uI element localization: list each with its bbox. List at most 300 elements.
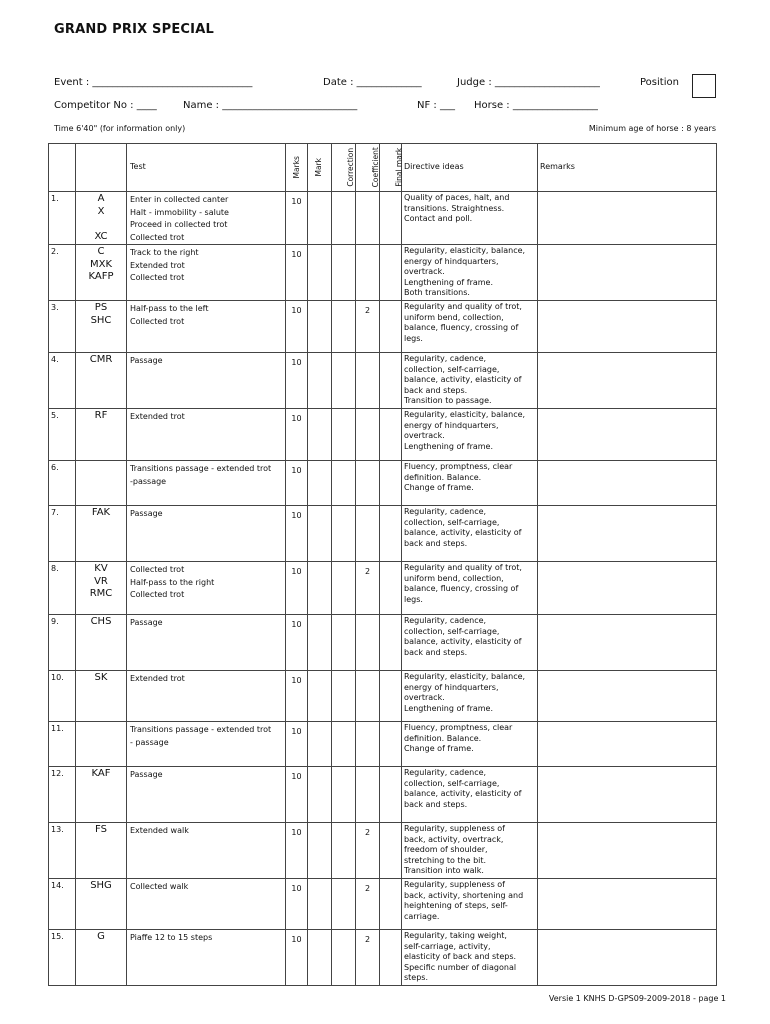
directive-ideas [402,615,538,671]
mark-cell[interactable] [308,506,332,562]
directive-line: Regularity, cadence, [404,354,487,363]
directive-line: energy of hindquarters, [404,682,499,692]
directive-line: energy of hindquarters, [404,256,499,266]
event-field[interactable]: ________________________________ [92,77,253,88]
arena-letters [76,722,127,767]
arena-letters [76,671,127,722]
correction-header: Correction [332,144,356,192]
competitor-label: Competitor No : [54,100,134,111]
test-line: Collected trot [130,565,185,574]
arena-letter: PS [94,302,108,313]
final-mark-cell[interactable] [380,767,402,823]
final-mark-cell[interactable] [380,823,402,879]
movement-number: 6. [49,461,76,506]
test-description [127,562,286,615]
max-marks: 10 [286,930,308,986]
test-description [127,671,286,722]
directive-line: Change of frame. [404,744,474,753]
directive-line: Regularity, cadence, [404,768,487,777]
test-line: Collected trot [130,273,185,282]
directive-ideas [402,192,538,245]
directive-line: heightening of steps, self- [404,901,508,910]
test-description [127,461,286,506]
position-box[interactable] [692,74,716,98]
test-line: Half-pass to the right [130,577,215,587]
table-row [49,879,717,930]
coefficient-cell [356,767,380,823]
directive-line: Transition to passage. [404,396,492,405]
directive-ideas [402,671,538,722]
table-row [49,192,717,245]
remarks-cell[interactable] [538,192,717,245]
remarks-cell[interactable] [538,562,717,615]
directive-line: Transition into walk. [404,866,484,875]
judge-row [457,77,600,88]
movement-number: 3. [49,301,76,353]
directive-header: Directive ideas [402,144,538,192]
arena-letters [76,506,127,562]
coefficient-cell [356,461,380,506]
correction-cell[interactable] [332,562,356,615]
directive-line: balance, activity, elasticity of [404,789,522,798]
date-label: Date : [323,77,354,88]
directive-line: Regularity, taking weight, [404,931,507,940]
test-line: -passage [130,476,167,486]
coefficient-cell [356,506,380,562]
correction-cell[interactable] [332,461,356,506]
arena-letters [76,461,127,506]
directive-line: Specific number of diagonal [404,962,517,972]
directive-ideas [402,823,538,879]
movement-number: 5. [49,409,76,461]
remarks-cell[interactable] [538,409,717,461]
test-line: Extended walk [130,826,189,835]
coefficient-cell: 2 [356,879,380,930]
remarks-cell[interactable] [538,823,717,879]
correction-cell[interactable] [332,879,356,930]
directive-line: Contact and poll. [404,214,473,223]
arena-letter: MXK [89,258,113,270]
final-mark-cell[interactable] [380,461,402,506]
directive-line: overtrack. [404,267,445,276]
max-marks: 10 [286,615,308,671]
name-label: Name : [183,100,220,111]
directive-line: Regularity, suppleness of [404,880,505,889]
mark-cell[interactable] [308,245,332,301]
coefficient-cell: 2 [356,562,380,615]
directive-line: back and steps. [404,538,468,548]
correction-cell[interactable] [332,615,356,671]
test-line: Passage [130,618,163,627]
remarks-cell[interactable] [538,722,717,767]
final-mark-cell[interactable] [380,245,402,301]
movement-number: 7. [49,506,76,562]
arena-letter: X [97,205,105,217]
arena-letter: FS [95,824,107,835]
directive-ideas [402,245,538,301]
test-description [127,245,286,301]
arena-letters [76,353,127,409]
coefficient-header: Coefficient [356,144,380,192]
correction-cell[interactable] [332,823,356,879]
test-line: Collected trot [130,232,185,242]
test-line: Passage [130,356,163,365]
test-line: Passage [130,509,163,518]
competitor-row [54,100,157,111]
arena-letters [76,823,127,879]
correction-cell[interactable] [332,301,356,353]
table-row [49,506,717,562]
table-row [49,245,717,301]
arena-letter: C [97,246,105,257]
directive-line: Lengthening of frame. [404,441,494,451]
mark-cell[interactable] [308,192,332,245]
coefficient-cell [356,353,380,409]
max-marks: 10 [286,461,308,506]
test-description [127,930,286,986]
directive-line: collection, self-carriage, [404,626,500,636]
test-line: Transitions passage - extended trot [130,725,272,734]
competitor-field[interactable]: ____ [136,100,157,111]
test-line: Collected trot [130,590,185,599]
table-row [49,823,717,879]
arena-letters [76,930,127,986]
test-description [127,353,286,409]
directive-ideas [402,767,538,823]
coefficient-cell [356,409,380,461]
arena-letter: SK [94,672,108,683]
arena-letter: SHG [90,880,112,891]
directive-line: balance, fluency, crossing of [404,584,519,593]
directive-line: balance, fluency, crossing of [404,323,519,332]
directive-ideas [402,353,538,409]
directive-line: Regularity, suppleness of [404,824,505,833]
directive-line: overtrack. [404,693,445,702]
directive-line: transitions. Straightness. [404,203,505,213]
coefficient-cell [356,192,380,245]
test-description [127,615,286,671]
name-field[interactable]: ___________________________ [222,100,358,111]
test-description [127,409,286,461]
directive-line: Lengthening of frame. [404,277,494,287]
correction-cell[interactable] [332,245,356,301]
arena-letters [76,245,127,301]
correction-cell[interactable] [332,767,356,823]
nf-label: NF : [417,100,437,111]
coefficient-cell: 2 [356,823,380,879]
arena-letter: CHS [90,616,112,627]
mark-cell[interactable] [308,671,332,722]
arena-letters [76,301,127,353]
directive-line: Fluency, promptness, clear [404,723,513,732]
test-line: Track to the right [130,248,199,257]
test-line: Collected walk [130,882,189,891]
mark-cell[interactable] [308,615,332,671]
arena-letter: VR [94,575,108,587]
final-mark-cell[interactable] [380,671,402,722]
directive-line: elasticity of back and steps. [404,952,517,961]
test-line: Piaffe 12 to 15 steps [130,933,213,942]
final-mark-cell[interactable] [380,879,402,930]
test-header: Test [127,144,286,192]
coefficient-cell [356,245,380,301]
table-row [49,409,717,461]
table-row [49,301,717,353]
remarks-cell[interactable] [538,245,717,301]
arena-letter: SHC [90,314,112,326]
arena-letters [76,409,127,461]
letters-header [76,144,127,192]
remarks-cell[interactable] [538,506,717,562]
correction-cell[interactable] [332,409,356,461]
arena-letters [76,767,127,823]
correction-cell[interactable] [332,506,356,562]
arena-letter: FAK [91,507,111,518]
directive-line: collection, self-carriage, [404,517,500,527]
directive-line: back and steps. [404,385,468,395]
date-row [323,77,422,88]
table-row [49,767,717,823]
arena-letter: KV [94,563,108,574]
test-description [127,301,286,353]
mark-cell[interactable] [308,823,332,879]
test-line: Enter in collected canter [130,195,229,204]
table-row [49,671,717,722]
mark-cell[interactable] [308,722,332,767]
time-note: Time 6'40" (for information only) [54,124,186,133]
directive-line: balance, activity, elasticity of [404,637,522,646]
mark-header: Mark [308,144,332,192]
directive-line: Regularity, elasticity, balance, [404,246,526,255]
mark-cell[interactable] [308,301,332,353]
correction-cell[interactable] [332,671,356,722]
final-mark-cell[interactable] [380,301,402,353]
mark-cell[interactable] [308,562,332,615]
correction-cell[interactable] [332,930,356,986]
directive-line: back and steps. [404,647,468,657]
arena-letters [76,192,127,245]
test-line: - passage [130,737,169,747]
correction-cell[interactable] [332,192,356,245]
final-mark-cell[interactable] [380,930,402,986]
mark-cell[interactable] [308,461,332,506]
test-line: Extended trot [130,412,185,421]
coefficient-cell [356,671,380,722]
directive-line: definition. Balance. [404,472,482,482]
directive-ideas [402,722,538,767]
remarks-cell[interactable] [538,930,717,986]
mark-cell[interactable] [308,409,332,461]
test-description [127,823,286,879]
directive-line: Regularity and quality of trot, [404,302,522,311]
min-age-note: Minimum age of horse : 8 years [588,124,716,133]
marks-header: Marks [286,144,308,192]
directive-line: legs. [404,333,423,343]
arena-letter: RF [94,410,108,421]
event-label: Event : [54,77,90,88]
page-title: GRAND PRIX SPECIAL [54,22,214,37]
position-label: Position [640,77,679,88]
test-line: Extended trot [130,674,185,683]
arena-letter [76,462,126,475]
directive-line: energy of hindquarters, [404,420,499,430]
directive-line: legs. [404,594,423,604]
directive-line: carriage. [404,911,440,921]
arena-letter: KAFP [88,271,114,282]
remarks-header: Remarks [538,144,717,192]
directive-line: uniform bend, collection, [404,573,504,583]
directive-line: balance, activity, elasticity of [404,528,522,537]
movement-number: 12. [49,767,76,823]
score-table [48,143,717,986]
remarks-cell[interactable] [538,767,717,823]
event-row [54,77,252,88]
table-row [49,930,717,986]
directive-ideas [402,879,538,930]
date-field[interactable]: _____________ [356,77,422,88]
arena-letters [76,615,127,671]
final-mark-cell[interactable] [380,409,402,461]
mark-cell[interactable] [308,353,332,409]
final-mark-cell[interactable] [380,506,402,562]
directive-line: back, activity, overtrack, [404,834,504,844]
test-line: Collected trot [130,316,185,326]
final-mark-cell[interactable] [380,562,402,615]
horse-row [474,100,598,111]
table-row [49,722,717,767]
directive-line: balance, activity, elasticity of [404,375,522,384]
arena-letter: G [97,931,105,942]
movement-number: 1. [49,192,76,245]
table-row [49,353,717,409]
horse-label: Horse : [474,100,510,111]
directive-line: self-carriage, activity, [404,941,491,951]
max-marks: 10 [286,245,308,301]
page-footer: Versie 1 KNHS D-GPS09-2009-2018 - page 1 [548,994,726,1003]
test-description [127,722,286,767]
directive-line: collection, self-carriage, [404,778,500,788]
directive-line: Lengthening of frame. [404,703,494,713]
arena-letters [76,562,127,615]
remarks-cell[interactable] [538,879,717,930]
directive-line: Fluency, promptness, clear [404,462,513,471]
mark-cell[interactable] [308,930,332,986]
movement-number: 11. [49,722,76,767]
directive-ideas [402,409,538,461]
arena-letter: KAF [91,768,111,779]
arena-letter: CMR [89,354,113,365]
directive-line: Regularity, cadence, [404,507,487,516]
coefficient-cell [356,722,380,767]
max-marks: 10 [286,353,308,409]
test-line: Halt - immobility - salute [130,207,229,217]
coefficient-cell: 2 [356,930,380,986]
movement-number: 2. [49,245,76,301]
arena-letter [76,723,126,736]
test-description [127,506,286,562]
arena-letter: RMC [89,588,113,599]
header-row [49,144,717,192]
test-line: Transitions passage - extended trot [130,464,272,473]
judge-label: Judge : [457,77,492,88]
final-mark-header: Final mark [380,144,402,192]
movement-number: 9. [49,615,76,671]
max-marks: 10 [286,562,308,615]
test-line: Proceed in collected trot [130,220,228,229]
directive-ideas [402,301,538,353]
arena-letter: A [97,193,105,204]
directive-line: definition. Balance. [404,733,482,743]
test-description [127,879,286,930]
nf-row [417,100,455,111]
final-mark-cell[interactable] [380,353,402,409]
max-marks: 10 [286,192,308,245]
directive-line: Regularity and quality of trot, [404,563,522,572]
judge-field[interactable]: _____________________ [494,77,600,88]
directive-line: Regularity, cadence, [404,616,487,625]
max-marks: 10 [286,767,308,823]
table-row [49,461,717,506]
remarks-cell[interactable] [538,301,717,353]
remarks-cell[interactable] [538,671,717,722]
directive-line: Quality of paces, halt, and [404,193,510,202]
num-header [49,144,76,192]
correction-cell[interactable] [332,353,356,409]
movement-number: 4. [49,353,76,409]
movement-number: 14. [49,879,76,930]
directive-line: Regularity, elasticity, balance, [404,410,526,419]
horse-field[interactable]: _________________ [512,100,598,111]
max-marks: 10 [286,722,308,767]
coefficient-cell [356,615,380,671]
directive-line: Change of frame. [404,483,474,492]
max-marks: 10 [286,879,308,930]
directive-ideas [402,506,538,562]
test-line: Half-pass to the left [130,304,209,313]
remarks-cell[interactable] [538,353,717,409]
table-row [49,562,717,615]
max-marks: 10 [286,671,308,722]
directive-line: back and steps. [404,799,468,809]
directive-ideas [402,930,538,986]
mark-cell[interactable] [308,879,332,930]
final-mark-cell[interactable] [380,615,402,671]
remarks-cell[interactable] [538,461,717,506]
name-row [183,100,357,111]
remarks-cell[interactable] [538,615,717,671]
max-marks: 10 [286,506,308,562]
arena-letter [76,218,126,231]
directive-ideas [402,461,538,506]
max-marks: 10 [286,301,308,353]
test-description [127,767,286,823]
directive-line: Both transitions. [404,288,470,297]
correction-cell[interactable] [332,722,356,767]
final-mark-cell[interactable] [380,192,402,245]
movement-number: 10. [49,671,76,722]
directive-line: overtrack. [404,431,445,440]
nf-field[interactable]: ___ [439,100,455,111]
coefficient-cell: 2 [356,301,380,353]
mark-cell[interactable] [308,767,332,823]
table-row [49,615,717,671]
directive-line: uniform bend, collection, [404,312,504,322]
final-mark-cell[interactable] [380,722,402,767]
movement-number: 8. [49,562,76,615]
max-marks: 10 [286,409,308,461]
directive-line: freedom of shoulder, [404,845,488,854]
arena-letter: XC [94,230,108,242]
